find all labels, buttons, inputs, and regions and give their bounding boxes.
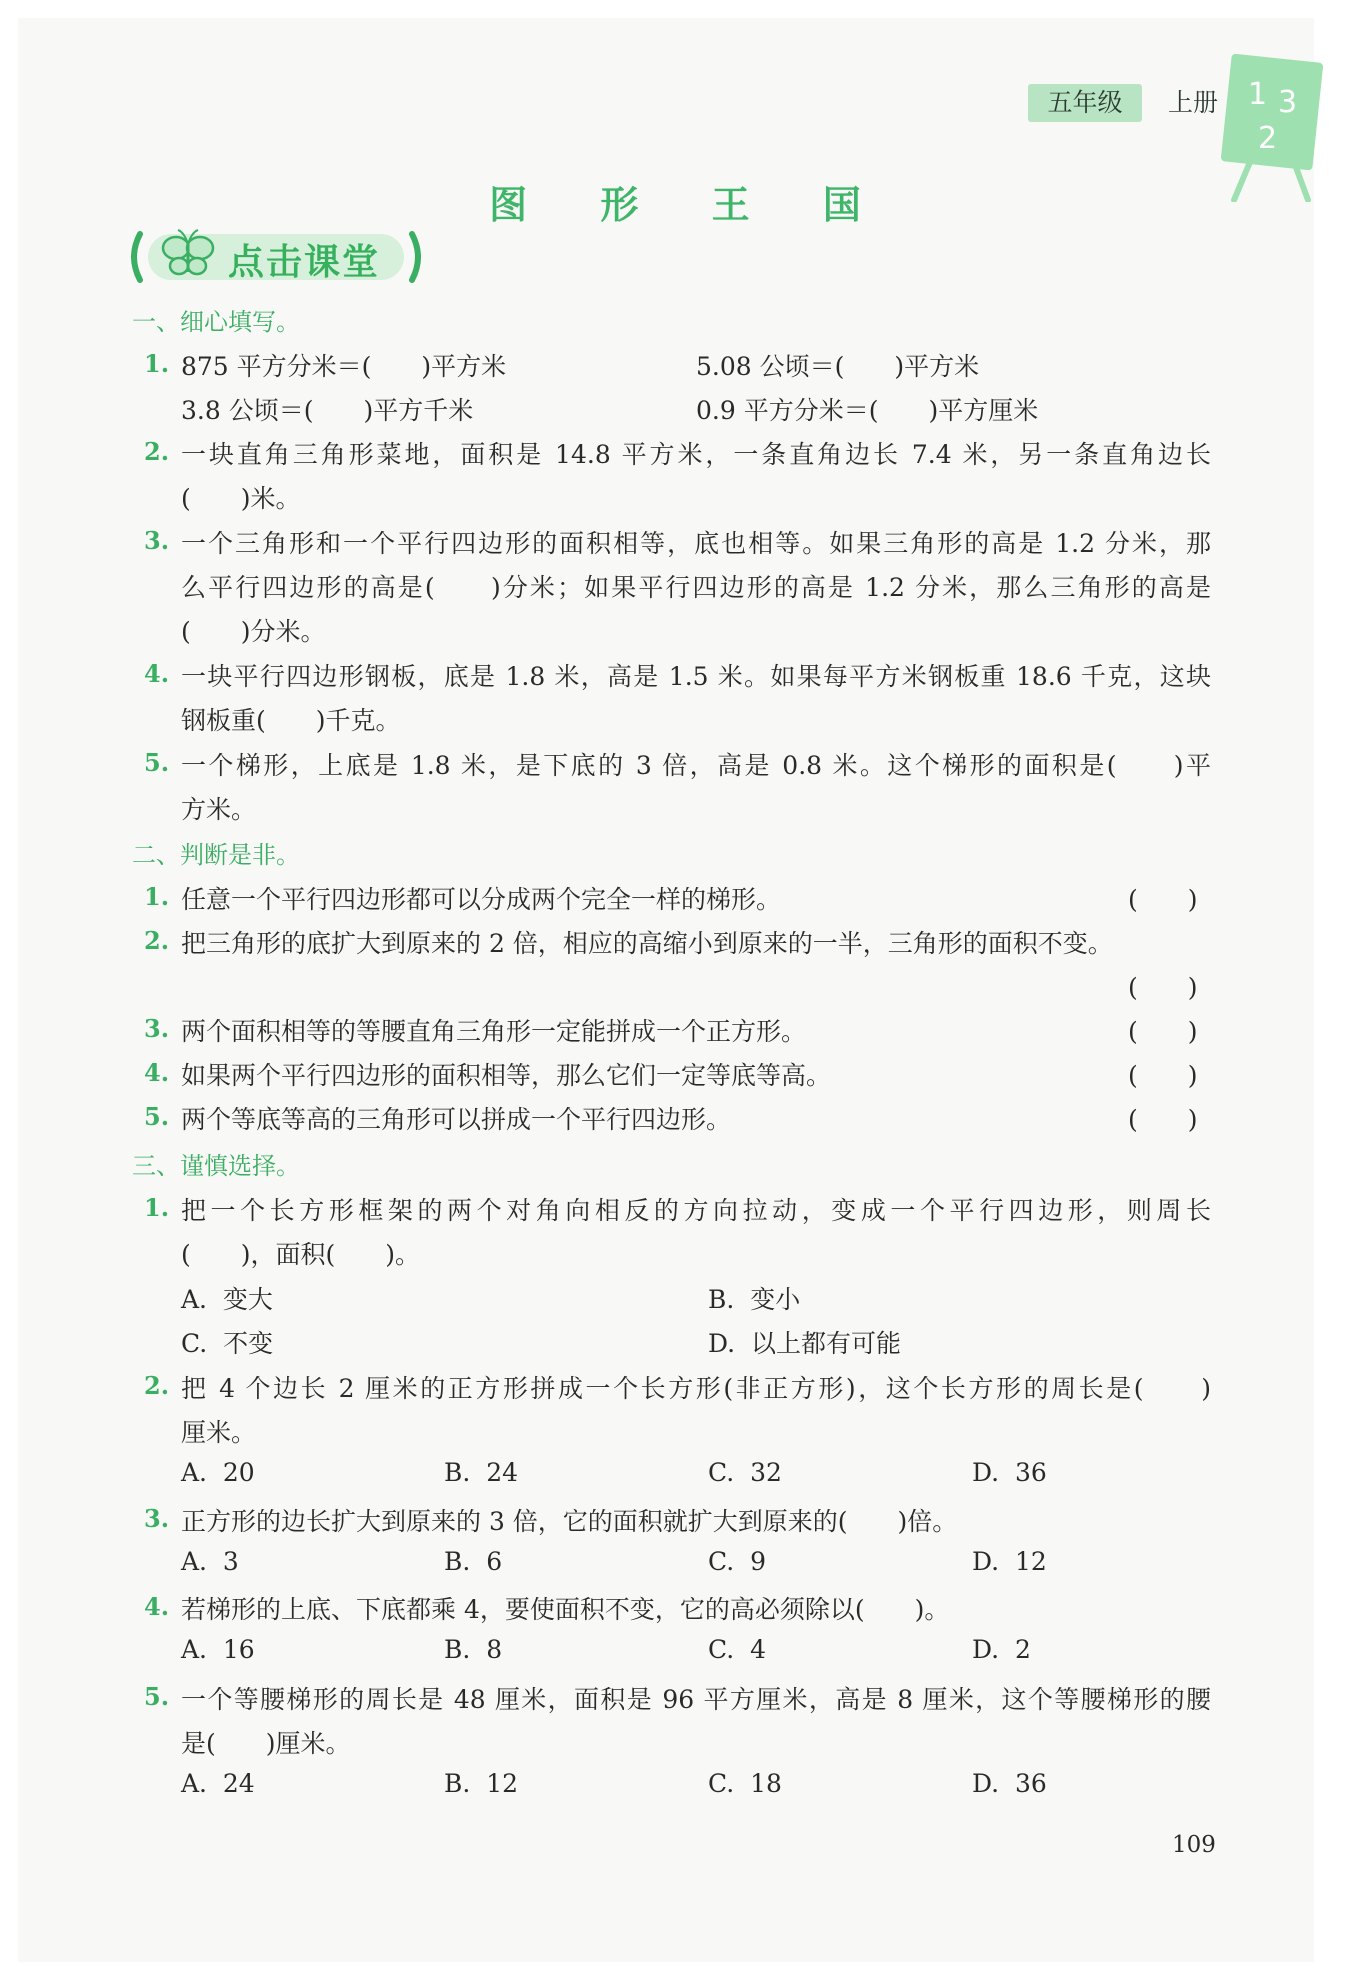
s1-q3-line-2: 么平行四边形的高是( )分米；如果平行四边形的高是 1.2 分米，那么三角形的高是: [181, 573, 1211, 602]
s3-q3-option-a: A. 3: [181, 1547, 239, 1576]
s3-q2-option-c: C. 32: [708, 1458, 782, 1487]
s3-q3-number: 3.: [144, 1504, 170, 1533]
page-number: 109: [1172, 1832, 1216, 1858]
s3-q3-line-1: 正方形的边长扩大到原来的 3 倍，它的面积就扩大到原来的( )倍。: [181, 1507, 958, 1536]
s3-q4-option-a: A. 16: [181, 1635, 255, 1664]
s3-q2-option-a: A. 20: [181, 1458, 255, 1487]
s3-q1-option-c: C. 不变: [181, 1329, 274, 1358]
s3-q5-option-a: A. 24: [181, 1769, 255, 1798]
s3-q5-line-2: 是( )厘米。: [181, 1729, 351, 1758]
s1-q5-number: 5.: [144, 748, 170, 777]
s3-q5-number: 5.: [144, 1682, 170, 1711]
s1-q5-line-2: 方米。: [181, 795, 257, 824]
s3-q1-option-b: B. 变小: [708, 1285, 801, 1314]
s3-q1-option-a: A. 变大: [181, 1285, 273, 1314]
s2-q1-number: 1.: [144, 882, 170, 911]
s3-q4-option-d: D. 2: [972, 1635, 1031, 1664]
grade-tag: 五年级: [1028, 84, 1142, 122]
s1-q3-number: 3.: [144, 526, 170, 555]
s3-q3-option-c: C. 9: [708, 1547, 766, 1576]
volume-tag: 上册: [1168, 88, 1219, 117]
s1-q1-item-a: 875 平方分米＝( )平方米: [181, 352, 507, 381]
s1-q3-line-1: 一个三角形和一个平行四边形的面积相等，底也相等。如果三角形的高是 1.2 分米，那: [181, 529, 1211, 558]
s1-q2-number: 2.: [144, 437, 170, 466]
s2-q5-text: 两个等底等高的三角形可以拼成一个平行四边形。: [181, 1105, 732, 1134]
s2-q4-text: 如果两个平行四边形的面积相等，那么它们一定等底等高。: [181, 1061, 832, 1090]
s2-q4-number: 4.: [144, 1058, 170, 1087]
s3-q2-line-2: 厘米。: [181, 1418, 257, 1447]
s3-q4-option-b: B. 8: [444, 1635, 503, 1664]
badge-digit-2: 2: [1258, 121, 1278, 156]
s1-q1-number: 1.: [144, 349, 170, 378]
s3-q4-line-1: 若梯形的上底、下底都乘 4，要使面积不变，它的高必须除以( )。: [181, 1595, 950, 1624]
s2-q5-number: 5.: [144, 1102, 170, 1131]
s1-q1-item-b: 5.08 公顷＝( )平方米: [696, 352, 980, 381]
s1-q2-line-2: ( )米。: [181, 484, 301, 513]
s1-q5-line-1: 一个梯形，上底是 1.8 米，是下底的 3 倍，高是 0.8 米。这个梯形的面积是( )平: [181, 751, 1211, 780]
section-3-title: 三、谨慎选择。: [132, 1152, 300, 1180]
s2-q3-number: 3.: [144, 1014, 170, 1043]
s3-q1-line-2: ( )，面积( )。: [181, 1240, 421, 1269]
s1-q1-item-c: 3.8 公顷＝( )平方千米: [181, 396, 474, 425]
s3-q1-option-d: D. 以上都有可能: [708, 1329, 901, 1358]
s3-q1-line-1: 把一个长方形框架的两个对角向相反的方向拉动，变成一个平行四边形，则周长: [181, 1196, 1211, 1225]
s2-q1-answer-paren: ( ): [1128, 885, 1198, 914]
s2-q2-answer-paren: ( ): [1128, 973, 1198, 1002]
s1-q3-line-3: ( )分米。: [181, 617, 326, 646]
s3-q2-option-d: D. 36: [972, 1458, 1047, 1487]
badge-digit-1: 1: [1248, 77, 1268, 112]
s2-q1-text: 任意一个平行四边形都可以分成两个完全一样的梯形。: [181, 885, 782, 914]
s1-q2-line-1: 一块直角三角形菜地，面积是 14.8 平方米，一条直角边长 7.4 米，另一条直角边长: [181, 440, 1211, 469]
s2-q2-number: 2.: [144, 926, 170, 955]
s3-q4-option-c: C. 4: [708, 1635, 766, 1664]
s1-q4-line-1: 一块平行四边形钢板，底是 1.8 米，高是 1.5 米。如果每平方米钢板重 18.6 千克，这块: [181, 662, 1211, 691]
s3-q2-number: 2.: [144, 1371, 170, 1400]
s3-q5-option-c: C. 18: [708, 1769, 782, 1798]
s2-q2-text: 把三角形的底扩大到原来的 2 倍，相应的高缩小到原来的一半，三角形的面积不变。: [181, 929, 1113, 958]
section-2-title: 二、判断是非。: [132, 841, 300, 869]
s2-q4-answer-paren: ( ): [1128, 1061, 1198, 1090]
s3-q1-number: 1.: [144, 1193, 170, 1222]
section-1-title: 一、细心填写。: [132, 308, 300, 336]
s3-q2-option-b: B. 24: [444, 1458, 519, 1487]
s3-q2-line-1: 把 4 个边长 2 厘米的正方形拼成一个长方形(非正方形)，这个长方形的周长是( ): [181, 1374, 1211, 1403]
s1-q1-item-d: 0.9 平方分米＝( )平方厘米: [696, 396, 1039, 425]
s2-q3-text: 两个面积相等的等腰直角三角形一定能拼成一个正方形。: [181, 1017, 807, 1046]
s2-q3-answer-paren: ( ): [1128, 1017, 1198, 1046]
page-title: 图 形 王 国: [489, 183, 891, 227]
s3-q5-line-1: 一个等腰梯形的周长是 48 厘米，面积是 96 平方厘米，高是 8 厘米，这个等腰梯形的腰: [181, 1685, 1211, 1714]
badge-digit-3: 3: [1278, 85, 1298, 120]
s3-q3-option-d: D. 12: [972, 1547, 1047, 1576]
s1-q4-number: 4.: [144, 659, 170, 688]
s1-q4-line-2: 钢板重( )千克。: [181, 706, 401, 735]
s2-q5-answer-paren: ( ): [1128, 1105, 1198, 1134]
s3-q3-option-b: B. 6: [444, 1547, 503, 1576]
s3-q5-option-d: D. 36: [972, 1769, 1047, 1798]
s3-q4-number: 4.: [144, 1592, 170, 1621]
banner-label: 点击课堂: [228, 242, 381, 283]
s3-q5-option-b: B. 12: [444, 1769, 519, 1798]
